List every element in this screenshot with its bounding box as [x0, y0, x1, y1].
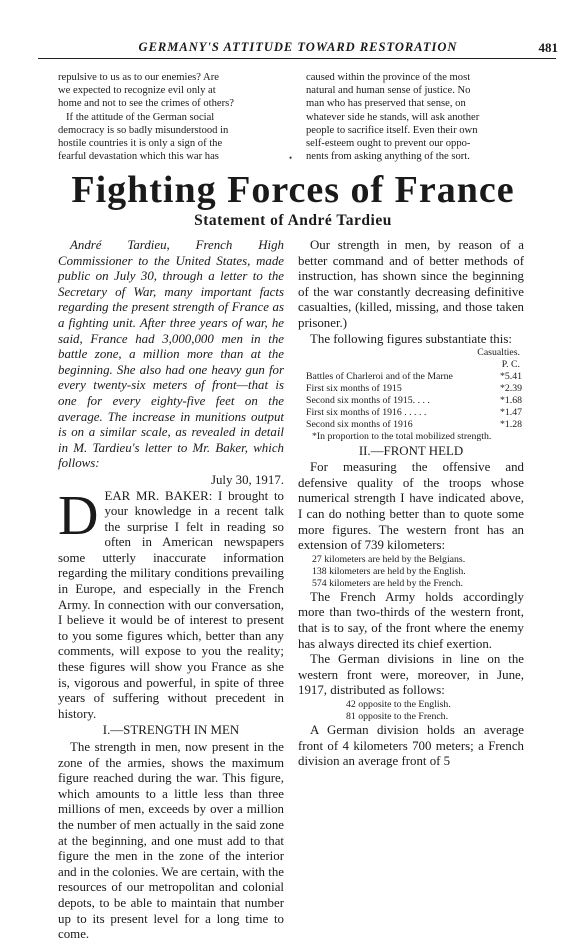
separator-bullet: •	[289, 153, 293, 163]
row-value: *5.41	[499, 371, 522, 383]
letter-date: July 30, 1917.	[210, 472, 284, 487]
top-right-line: caused within the province of the most	[306, 72, 471, 83]
top-left-line: we expected to recognize evil only at	[58, 85, 216, 97]
top-left-column	[58, 71, 276, 163]
article-subtitle: Statement of André Tardieu	[194, 212, 392, 229]
article-right-column	[298, 238, 524, 770]
section-heading: I.—STRENGTH IN MEN	[102, 723, 240, 738]
table-row	[306, 383, 524, 395]
table-header: P. C.	[501, 359, 520, 371]
top-left-line: repulsive to us as to our enemies? Are	[58, 72, 219, 83]
top-left-line: If the attitude of the German social	[66, 111, 215, 123]
section1-paragraph: The strength in men, now present in the zone of the armies, shows the maximum figure reached during the war. This figure, which amounts to a little less than three millions of men, exceeds by over a million the number of men actually in the said zone at the beginning, and one must add to that figure the men in the zone of the interior and in the colonies. We are certain, with the resources of our metropolitan and colonial depots, to be able to maintain that number up to its present level for a long time to come.	[58, 740, 284, 942]
running-header	[38, 40, 558, 56]
article-title: Fighting Forces of France	[71, 169, 515, 211]
section2-paragraph: For measuring the offensive and defensive quality of the troops whose numerical strength I have indicated above, I can do nothing better than to quote some more figures. The western front has an extension of 739 kilometers:	[298, 460, 524, 553]
section2-paragraph: The French Army holds accordingly more than two-thirds of the western front, that is to say, of the front where the enemy has always directed its chief exertion.	[298, 589, 524, 651]
top-right-line: nents from asking anything of the sort.	[306, 151, 470, 163]
table-row	[306, 419, 524, 431]
header-rule	[38, 58, 556, 59]
top-right-line: people to sacrifice itself. Even their own	[306, 124, 478, 136]
list-item: 42 opposite to the English.	[346, 698, 451, 710]
table-row	[306, 395, 524, 407]
table-header: Casualties.	[477, 347, 520, 359]
letter-text: EAR MR. BAKER: I brought to your knowledge in a recent talk the surprise I felt in reading so often in American newspapers some utterly inaccurate information regarding the military conditions prevailing in Europe, and especially in the French Army. In connection with our conversation, I believe it would be of interest to present to you some figures which, better than any comments, will expose to you the reality; these figures will show you France as she is, vigorous and powerful, in spite of three years of suffering without precedent in history.	[58, 488, 284, 721]
list-item: 574 kilometers are held by the French.	[312, 577, 463, 589]
row-value: *2.39	[499, 383, 522, 395]
top-left-line: hostile countries it is only a sign of the	[58, 138, 223, 150]
running-title: GERMANY'S ATTITUDE TOWARD RESTORATION	[138, 40, 458, 54]
list-item: 27 kilometers are held by the Belgians.	[312, 553, 466, 565]
casualties-table	[306, 347, 524, 431]
intro-paragraph: André Tardieu, French High Commissioner to the United States, made public on July 30, through a letter to the Secretary of War, many important facts regarding the present strength of France as a fighting unit. After three years of war, he said, France had 3,000,000 men in the battle zone, a million more than at the beginning. She also had one heavy gun for every twenty-six meters of front—that is one for every eighty-five feet on the average. The increase in munitions output is on a similar scale, as revealed in detail in M. Tardieu's letter to Mr. Baker, which follows:	[58, 238, 284, 471]
section1-paragraph: Our strength in men, by reason of a better command and of better methods of instruction, has shown since the beginning of the war constantly decreasing definitive casualties, (killed, missing, and those taken prisoner.)	[298, 238, 524, 330]
section-heading: II.—FRONT HELD	[358, 443, 464, 458]
article-left-column	[58, 238, 284, 943]
table-row	[306, 371, 524, 383]
section1-paragraph: The following figures substantiate this:	[310, 331, 512, 346]
row-label: First six months of 1915	[306, 383, 402, 395]
list-item: 81 opposite to the French.	[346, 710, 449, 722]
section2-paragraph: The German divisions in line on the western front were, moreover, in June, 1917, distributed as follows:	[298, 652, 524, 698]
top-left-line: home and not to see the crimes of others?	[58, 98, 234, 110]
table-row	[306, 407, 524, 419]
row-value: *1.28	[499, 419, 522, 431]
row-label: Second six months of 1916	[306, 419, 413, 431]
divisions-list	[346, 699, 524, 723]
top-right-line: whatever side he stands, will ask another	[306, 111, 480, 123]
row-label: Second six months of 1915. . . .	[306, 395, 430, 407]
table-footnote: *In proportion to the total mobilized strength.	[312, 431, 492, 443]
top-left-line: fearful devastation which this war has	[58, 151, 219, 163]
top-right-line: self-esteem ought to prevent our oppo-	[306, 138, 471, 150]
row-value: *1.68	[499, 395, 522, 407]
list-item: 138 kilometers are held by the English.	[312, 565, 466, 577]
page-number: 481	[538, 40, 558, 55]
row-label: First six months of 1916 . . . . .	[306, 407, 427, 419]
front-distribution-list	[306, 554, 524, 590]
top-right-line: man who has preserved that sense, on	[306, 98, 466, 110]
row-value: *1.47	[499, 407, 522, 419]
top-right-line: natural and human sense of justice. No	[306, 85, 471, 97]
top-left-line: democracy is so badly misunderstood in	[58, 124, 229, 136]
letter-paragraph	[58, 484, 284, 723]
drop-cap: D	[58, 484, 99, 547]
row-label: Battles of Charleroi and of the Marne	[306, 371, 453, 383]
top-right-column	[306, 71, 524, 163]
section2-paragraph: A German division holds an average front of 4 kilometers 700 meters; a French division an average front of 5	[298, 722, 524, 769]
